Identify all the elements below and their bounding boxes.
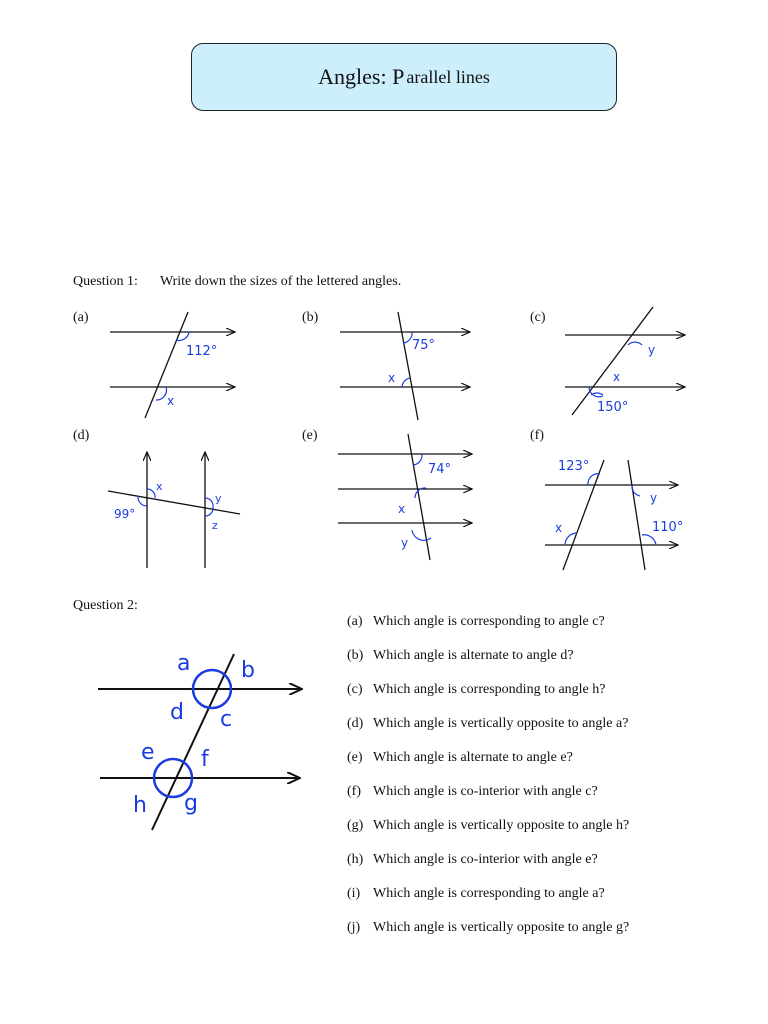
angle-arc-x xyxy=(402,378,410,387)
diagram-e xyxy=(330,430,480,565)
angle-label: 110° xyxy=(652,520,684,535)
part-c-label: (c) xyxy=(530,310,546,325)
question-text: Which angle is corresponding to angle c? xyxy=(373,614,605,629)
question-1-instruction: Write down the sizes of the lettered angles. xyxy=(159,274,402,289)
angle-label: y xyxy=(650,491,658,505)
angle-label: 123° xyxy=(558,459,590,474)
angle-label: y xyxy=(401,536,409,550)
angle-arc-y xyxy=(205,498,213,507)
question-letter: (g) xyxy=(347,818,364,833)
angle-label: 150° xyxy=(597,400,629,415)
angle-letter: a xyxy=(177,651,191,676)
angle-label: 75° xyxy=(412,338,436,353)
part-e-label: (e) xyxy=(302,428,318,443)
worksheet-title xyxy=(191,43,617,111)
angle-label: 74° xyxy=(428,462,452,477)
angle-letter: b xyxy=(241,658,255,683)
question-text: Which angle is alternate to angle e? xyxy=(373,750,573,765)
part-a-label: (a) xyxy=(73,310,89,325)
angle-letter: f xyxy=(201,747,209,772)
question-letter: (d) xyxy=(347,716,364,731)
question-letter: (a) xyxy=(347,614,363,629)
angle-label: x xyxy=(388,371,396,385)
list-item xyxy=(347,648,629,682)
question-letter: (j) xyxy=(347,920,361,935)
angle-label: x xyxy=(156,480,163,493)
angle-letter: e xyxy=(141,740,155,765)
question-text: Which angle is alternate to angle d? xyxy=(373,648,574,663)
angle-label: x xyxy=(167,394,175,408)
question-1-heading xyxy=(73,274,401,290)
angle-arc-x xyxy=(147,489,155,498)
question-letter: (b) xyxy=(347,648,364,663)
list-item xyxy=(347,750,629,784)
transversal-1 xyxy=(563,460,604,570)
angle-label: x xyxy=(398,502,406,516)
angle-letter: c xyxy=(220,707,233,732)
angle-label: x xyxy=(555,521,563,535)
question-1-label: Question 1: xyxy=(73,274,138,289)
question-letter: (h) xyxy=(347,852,364,867)
angle-arc-75 xyxy=(403,332,412,343)
question-text: Which angle is corresponding to angle a? xyxy=(373,886,605,901)
question-text: Which angle is corresponding to angle h? xyxy=(373,682,606,697)
part-f-label: (f) xyxy=(530,428,544,443)
diagram-d xyxy=(100,440,250,575)
question-2-list xyxy=(347,614,629,954)
angle-arc-y xyxy=(628,342,642,345)
part-b-label: (b) xyxy=(302,310,319,325)
angle-label: y xyxy=(215,492,222,505)
list-item xyxy=(347,818,629,852)
list-item xyxy=(347,920,629,954)
angle-label: z xyxy=(212,519,218,532)
list-item xyxy=(347,716,629,750)
diagram-c xyxy=(555,305,695,423)
diagram-a xyxy=(100,310,250,425)
question-letter: (i) xyxy=(347,886,361,901)
list-item xyxy=(347,852,629,886)
list-item xyxy=(347,682,629,716)
diagram-question-2 xyxy=(88,640,338,840)
angle-label: x xyxy=(613,370,621,384)
question-text: Which angle is vertically opposite to angle a? xyxy=(373,716,629,731)
diagram-b xyxy=(330,310,480,425)
title-rest: arallel lines xyxy=(406,66,490,87)
diagram-f xyxy=(540,450,690,575)
transversal xyxy=(408,434,430,560)
title-main: Angles: P xyxy=(318,64,405,89)
list-item xyxy=(347,614,629,648)
angle-arc-y xyxy=(412,530,431,540)
angle-arc-110 xyxy=(642,535,656,545)
angle-label: 112° xyxy=(186,344,218,359)
question-letter: (f) xyxy=(347,784,361,799)
angle-letter: h xyxy=(133,793,147,818)
question-2-label: Question 2: xyxy=(73,598,138,613)
angle-label: 99° xyxy=(114,507,136,521)
part-d-label: (d) xyxy=(73,428,90,443)
list-item xyxy=(347,886,629,920)
transversal xyxy=(572,307,656,415)
angle-letter: d xyxy=(170,700,184,725)
transversal-2 xyxy=(628,460,645,570)
list-item xyxy=(347,784,629,818)
angle-letter: g xyxy=(184,791,198,816)
question-text: Which angle is vertically opposite to angle h? xyxy=(373,818,630,833)
angle-arc-74 xyxy=(413,454,422,465)
angle-arc-x xyxy=(156,387,166,400)
question-text: Which angle is vertically opposite to angle g? xyxy=(373,920,630,935)
question-letter: (c) xyxy=(347,682,363,697)
question-text: Which angle is co-interior with angle c? xyxy=(373,784,598,799)
angle-label: y xyxy=(648,343,656,357)
question-text: Which angle is co-interior with angle e? xyxy=(373,852,598,867)
question-letter: (e) xyxy=(347,750,363,765)
transversal xyxy=(398,312,418,420)
